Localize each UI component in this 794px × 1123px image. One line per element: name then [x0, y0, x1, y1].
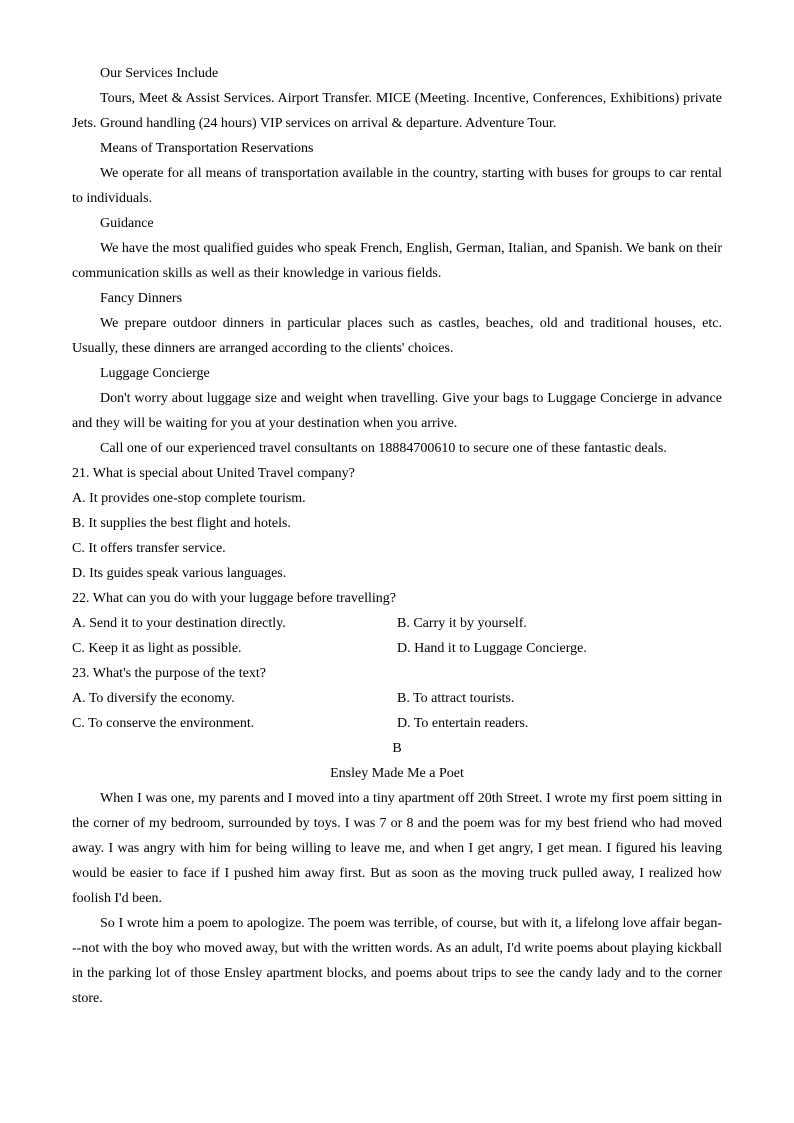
section-heading-guidance: Guidance	[100, 216, 154, 231]
section-heading-transportation: Means of Transportation Reservations	[100, 141, 314, 156]
question-22-option-b: B. Carry it by yourself.	[397, 616, 527, 631]
question-23-option-a: A. To diversify the economy.	[72, 691, 235, 706]
question-21-option-d: D. Its guides speak various languages.	[72, 566, 287, 581]
section-body-dinners: We prepare outdoor dinners in particular places such as castles, beaches, old and traditional houses, etc. Usually, these dinners are arranged according to the clients' choices.	[72, 316, 722, 356]
question-22-option-a: A. Send it to your destination directly.	[72, 616, 286, 631]
call-to-action: Call one of our experienced travel consultants on 18884700610 to secure one of these fantastic deals.	[100, 441, 667, 456]
question-23-option-d: D. To entertain readers.	[397, 716, 529, 731]
question-21-stem: 21. What is special about United Travel company?	[72, 466, 355, 481]
passage-paragraph-1: When I was one, my parents and I moved into a tiny apartment off 20th Street. I wrote my first poem sitting in the corner of my bedroom, surrounded by toys. I was 7 or 8 and the poem was for my best friend who had moved away. I was angry with him for being willing to leave me, and when I get angry, I get mean. I figured his leaving would be easier to face if I pushed him away first. But as soon as the moving truck pulled away, I realized how foolish I'd been.	[72, 791, 722, 906]
passage-title: Ensley Made Me a Poet	[330, 766, 464, 781]
section-body-services: Tours, Meet & Assist Services. Airport Transfer. MICE (Meeting. Incentive, Conferences, Exhibitions) private Jets. Ground handling (24 hours) VIP services on arrival & departure. Adventure Tour.	[72, 91, 722, 131]
question-23-row-2	[72, 711, 722, 736]
question-23-option-b: B. To attract tourists.	[397, 691, 515, 706]
question-21-option-b: B. It supplies the best flight and hotels.	[72, 516, 291, 531]
question-22-option-d: D. Hand it to Luggage Concierge.	[397, 641, 587, 656]
question-21-option-c: C. It offers transfer service.	[72, 541, 226, 556]
question-23-stem: 23. What's the purpose of the text?	[72, 666, 266, 681]
question-21-option-a: A. It provides one-stop complete tourism.	[72, 491, 306, 506]
document-body	[72, 61, 722, 1011]
question-23-option-c: C. To conserve the environment.	[72, 716, 255, 731]
section-heading-services: Our Services Include	[100, 66, 219, 81]
section-heading-luggage: Luggage Concierge	[100, 366, 210, 381]
section-heading-dinners: Fancy Dinners	[100, 291, 183, 306]
passage-label: B	[392, 741, 402, 756]
question-22-row-1	[72, 611, 722, 636]
section-body-guidance: We have the most qualified guides who speak French, English, German, Italian, and Spanish. We bank on their communication skills as well as their knowledge in various fields.	[72, 241, 722, 281]
section-body-luggage: Don't worry about luggage size and weight when travelling. Give your bags to Luggage Concierge in advance and they will be waiting for you at your destination when you arrive.	[72, 391, 722, 431]
question-22-row-2	[72, 636, 722, 661]
question-23-row-1	[72, 686, 722, 711]
passage-paragraph-2: So I wrote him a poem to apologize. The poem was terrible, of course, but with it, a lifelong love affair began---not with the boy who moved away, but with the written words. As an adult, I'd write poems about playing kickball in the parking lot of those Ensley apartment blocks, and poems about trips to see the candy lady and to the corner store.	[72, 916, 722, 1006]
question-22-option-c: C. Keep it as light as possible.	[72, 641, 242, 656]
question-22-stem: 22. What can you do with your luggage before travelling?	[72, 591, 396, 606]
section-body-transportation: We operate for all means of transportation available in the country, starting with buses for groups to car rental to individuals.	[72, 166, 722, 206]
